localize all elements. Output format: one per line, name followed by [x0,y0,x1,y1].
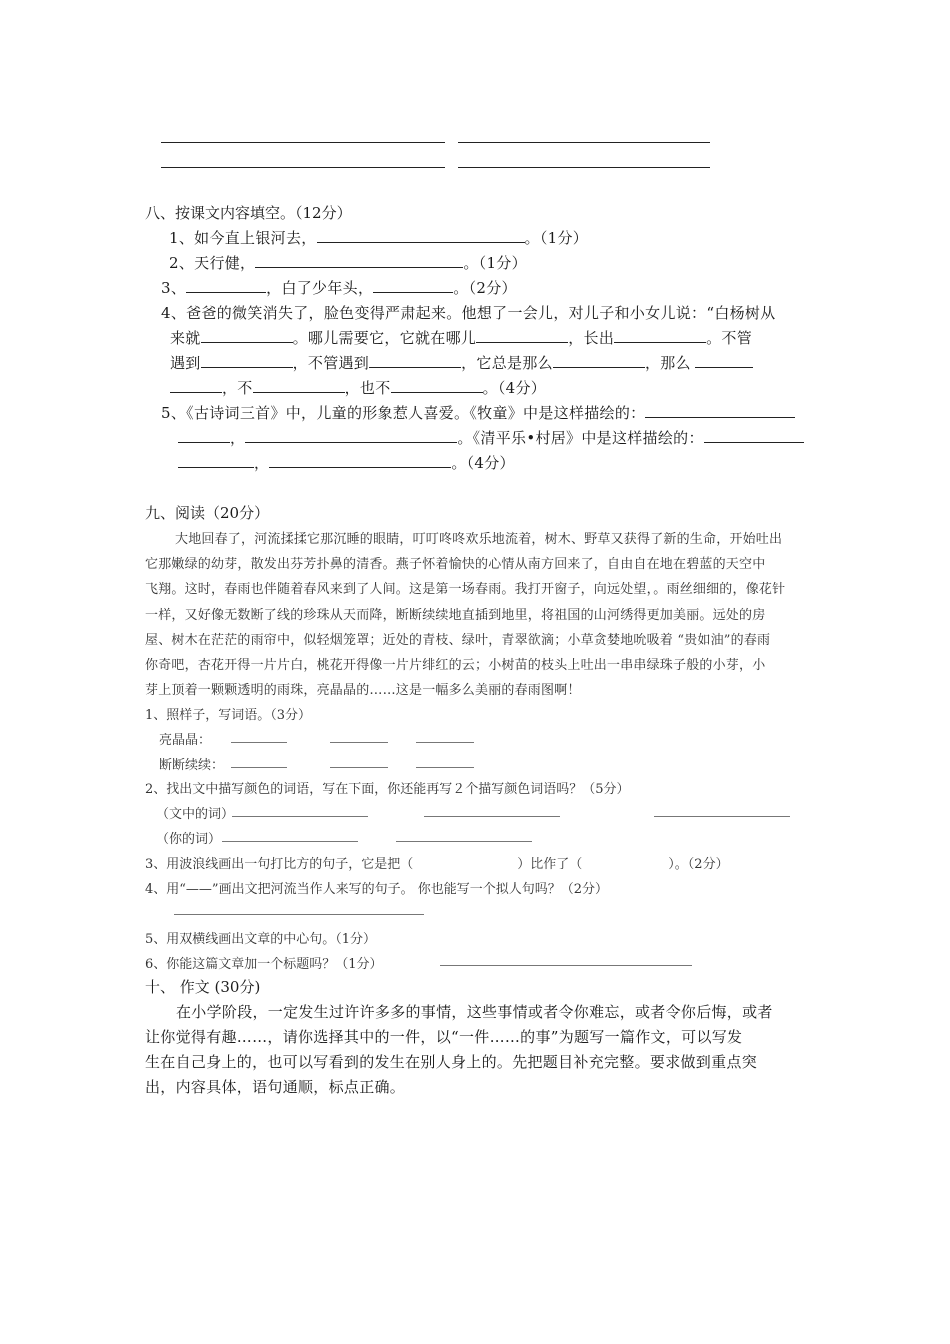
blank[interactable] [170,391,222,393]
blank[interactable] [369,366,461,368]
s9-question-1: 1、照样子，写词语。（3分） [145,708,312,723]
reading-passage-line: 芽上顶着一颗颗透明的雨珠，亮晶晶的……这是一幅多么美丽的春雨图啊！ [145,683,581,698]
reading-passage-line: 飞翔。这时，春雨也伴随着春风来到了人间。这是第一场春雨。我打开窗子，向远处望，。雨丝细细的，像花针 [145,582,786,597]
blank[interactable] [704,441,804,443]
blank[interactable] [654,816,790,817]
answer-line [458,167,710,168]
s8-question-4-line1: 4、爸爸的微笑消失了，脸色变得严肃起来。他想了一会儿，对儿子和小女儿说：“白杨树从 [161,304,776,322]
blank[interactable] [255,266,463,268]
s9-question-3: 3、用波浪线画出一句打比方的句子，它是把（ ）比作了（ ）。（2分） [145,857,729,872]
section-9-title: 九、阅读（20分） [145,504,270,522]
blank[interactable] [269,466,451,468]
blank[interactable] [231,767,287,768]
blank[interactable] [222,841,358,842]
blank[interactable] [695,366,753,368]
answer-line [161,142,445,143]
s8-question-5-line1: 5、《古诗词三首》中，儿童的形象惹人喜爱。《牧童》中是这样描绘的： [161,402,795,423]
blank[interactable] [553,366,645,368]
reading-passage-line: 屋、树木在茫茫的雨帘中，似轻烟笼罩；近处的青枝、绿叶，青翠欲滴；小草贪婪地吮吸着 “贵如油”的春雨 [145,633,771,648]
blank[interactable] [186,291,266,293]
s9-question-5: 5、用双横线画出文章的中心句。（1分） [145,932,377,947]
blank[interactable] [440,965,692,966]
essay-prompt-line: 出，内容具体，语句通顺，标点正确。 [145,1078,406,1096]
blank[interactable] [178,466,254,468]
blank[interactable] [396,841,532,842]
s9-question-1-example-2: 断断续续： [159,758,225,773]
s8-question-5-line2: ， 。《清平乐•村居》中是这样描绘的： [178,427,804,448]
blank[interactable] [476,341,568,343]
blank[interactable] [416,767,474,768]
reading-passage-line: 大地回春了，河流揉揉它那沉睡的眼睛，叮叮咚咚欢乐地流着，树木、野草又获得了新的生命，开始吐出 [175,532,783,547]
s8-question-2: 2、天行健， 。（1分） [169,254,527,272]
s8-question-3: 3、 ，白了少年头， 。（2分） [161,279,517,297]
blank[interactable] [317,241,525,243]
s9-question-2-own-words: （你的词） [156,832,222,847]
blank[interactable] [201,366,293,368]
blank[interactable] [174,914,424,915]
s8-question-4-line4: ，不 ，也不 。（4分） [170,377,546,398]
essay-prompt-line: 在小学阶段，一定发生过许许多多的事情，这些事情或者令你难忘，或者令你后悔，或者 [176,1003,773,1021]
answer-line [458,142,710,143]
blank[interactable] [424,816,560,817]
blank[interactable] [645,416,795,418]
reading-passage-line: 你奇吧，杏花开得一片片白，桃花开得像一片片绯红的云；小树苗的枝头上吐出一串串绿珠子般的小芽，小 [145,658,766,673]
s9-question-1-example-1: 亮晶晶： [159,733,212,748]
blank[interactable] [330,742,388,743]
blank[interactable] [373,291,453,293]
blank[interactable] [416,742,474,743]
blank[interactable] [330,767,388,768]
blank[interactable] [178,441,230,443]
s9-question-4: 4、用“——”画出文把河流当作人来写的句子。 你也能写一个拟人句吗？（2分） [145,882,608,897]
blank[interactable] [391,391,483,393]
essay-prompt-line: 让你觉得有趣……，请你选择其中的一件，以“一件……的事”为题写一篇作文，可以写发 [145,1028,743,1046]
blank[interactable] [614,341,706,343]
s9-question-6: 6、你能这篇文章加一个标题吗？（1分） [145,957,383,972]
essay-prompt-line: 生在自己身上的，也可以写看到的发生在别人身上的。先把题目补充完整。要求做到重点突 [145,1053,758,1071]
answer-line [161,167,445,168]
reading-passage-line: 它那嫩绿的幼芽，散发出芬芳扑鼻的清香。燕子怀着愉快的心情从南方回来了，自由自在地在碧蓝的天空中 [145,557,766,572]
s9-question-2-text-words: （文中的词） [156,807,235,822]
s8-question-1: 1、如今直上银河去， 。（1分） [169,229,589,247]
section-8-title: 八、按课文内容填空。（12分） [145,204,352,222]
blank[interactable] [232,816,368,817]
reading-passage-line: 一样，又好像无数断了线的珍珠从天而降，断断续续地直插到地里，将祖国的山河绣得更加美丽。远处的房 [145,608,766,623]
s8-question-4-line3: 遇到 ，不管遇到 ，它总是那么 ，那么 [170,352,753,373]
blank[interactable] [231,742,287,743]
blank[interactable] [201,341,293,343]
blank[interactable] [245,441,457,443]
section-10-title: 十、 作文 (30分) [145,978,261,996]
blank[interactable] [253,391,345,393]
s9-question-2: 2、找出文中描写颜色的词语，写在下面，你还能再写２个描写颜色词语吗？（5分） [145,782,630,797]
s8-question-4-line2: 来就 。哪儿需要它，它就在哪儿 ，长出 。不管 [170,329,753,347]
s8-question-5-line3: ， 。（4分） [178,452,515,473]
